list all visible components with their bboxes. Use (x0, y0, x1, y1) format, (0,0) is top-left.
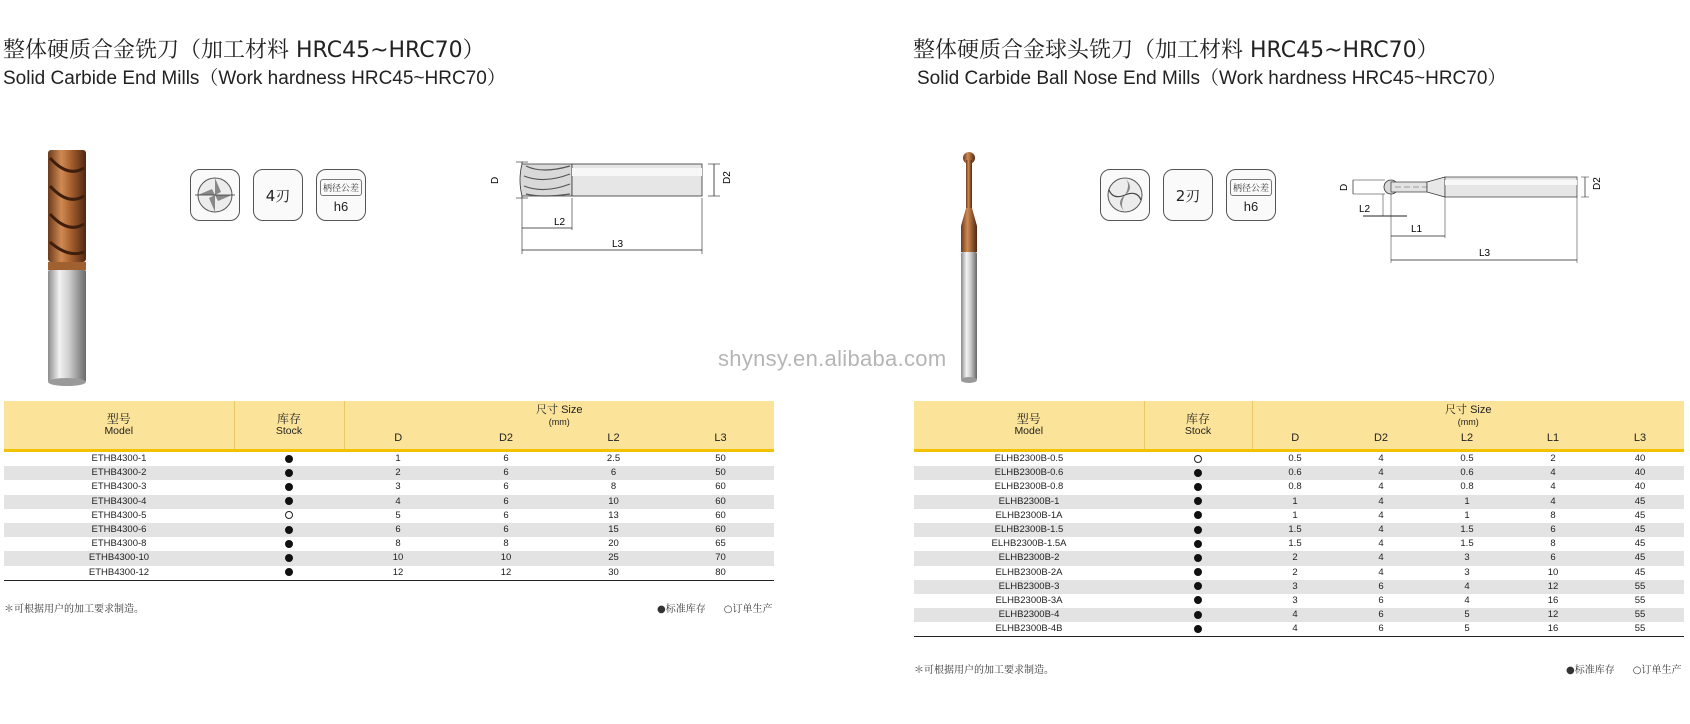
stock-cell (1144, 509, 1252, 523)
left-shank-tolerance-badge (316, 169, 366, 221)
left-technical-drawing (482, 150, 752, 260)
l1-cell: 2 (1550, 453, 1556, 465)
left-tolerance-value: h6 (333, 199, 349, 214)
l1-cell: 6 (1510, 551, 1596, 565)
right-legend (1566, 661, 1681, 676)
stock-cell (1144, 594, 1252, 608)
left-footnote: ＊可根据用户的加工要求制造。 (4, 604, 144, 615)
d2-cell: 4 (1338, 495, 1424, 509)
table-row (914, 451, 1684, 467)
stock-cell (1144, 566, 1252, 580)
in-stock-icon (1194, 540, 1202, 548)
d-cell: 10 (344, 551, 452, 565)
in-stock-icon (1194, 497, 1202, 505)
l2-cell: 1 (1424, 495, 1510, 509)
model-cell: ELHB2300B-2A (995, 566, 1063, 578)
stock-cell (1144, 608, 1252, 622)
l3-cell: 65 (715, 538, 726, 550)
l2-cell: 30 (560, 566, 667, 581)
l3-cell: 55 (1596, 622, 1684, 637)
table-row (4, 523, 774, 537)
l1-cell: 4 (1510, 495, 1596, 509)
right-title-zh: 整体硬质合金球头铣刀（加工材料 HRC45~HRC70） (913, 38, 1439, 63)
l3-cell: 45 (1596, 495, 1684, 509)
stock-cell (234, 466, 344, 480)
table-row (914, 580, 1684, 594)
d2-cell: 6 (1378, 594, 1384, 606)
right-col-l1: L1 (1510, 427, 1596, 451)
model-cell: ELHB2300B-1.5 (914, 523, 1144, 537)
stock-cell (234, 495, 344, 509)
right-legend-standard-stock: ●标准库存 (1566, 665, 1615, 676)
stock-cell (234, 523, 344, 537)
l3-cell: 40 (1634, 481, 1646, 493)
model-cell: ETHB4300-10 (4, 551, 234, 565)
model-cell: ELHB2300B-0.5 (994, 453, 1064, 465)
model-cell: ETHB4300-12 (4, 566, 234, 581)
l2-cell: 15 (560, 523, 667, 537)
left-legend-standard-stock: ●标准库存 (657, 604, 706, 615)
l2-cell: 0.8 (1460, 481, 1474, 493)
in-stock-icon (285, 455, 293, 463)
l2-cell: 20 (608, 538, 619, 550)
right-flute-count-label: 2刃 (1175, 186, 1201, 205)
d2-cell: 4 (1378, 509, 1384, 521)
d2-cell: 10 (452, 551, 560, 565)
table-row (914, 466, 1684, 480)
right-header-stock (1144, 401, 1252, 451)
left-header-model (4, 401, 234, 451)
right-header-stock-zh: 库存 (1185, 412, 1210, 426)
right-shank-tolerance-badge (1226, 169, 1276, 221)
d2-cell: 12 (452, 566, 560, 581)
left-end-view-icon (190, 169, 240, 221)
table-row (914, 566, 1684, 580)
made-to-order-icon (285, 511, 293, 519)
in-stock-icon (1194, 611, 1202, 619)
left-header-stock (234, 401, 344, 451)
l1-cell: 8 (1550, 509, 1556, 521)
right-spec-table (914, 401, 1684, 637)
l2-cell: 6 (560, 466, 667, 480)
d-cell: 6 (344, 523, 452, 537)
l2-cell: 5 (1424, 622, 1510, 637)
table-row (914, 622, 1684, 637)
model-cell: ELHB2300B-4B (914, 622, 1144, 637)
in-stock-icon (1194, 568, 1202, 576)
left-dim-d2: D2 (722, 171, 733, 184)
model-cell: ELHB2300B-0.8 (994, 481, 1064, 493)
table-row (914, 495, 1684, 509)
right-table-body (914, 451, 1684, 637)
right-dim-d2: D2 (1592, 177, 1603, 190)
model-cell: ELHB2300B-3 (914, 580, 1144, 594)
l2-cell: 2.5 (606, 453, 621, 465)
l3-cell: 60 (667, 495, 774, 509)
l2-cell: 8 (610, 481, 617, 493)
l2-cell: 4 (1464, 594, 1470, 606)
table-row (914, 551, 1684, 565)
l3-cell: 45 (1596, 551, 1684, 565)
d2-cell: 6 (1338, 580, 1424, 594)
table-row (4, 451, 774, 467)
right-dim-l2: L2 (1359, 204, 1371, 215)
right-dim-d: D (1339, 183, 1350, 191)
l2-cell: 13 (608, 509, 619, 521)
l3-cell: 70 (667, 551, 774, 565)
l3-cell: 40 (1634, 453, 1646, 465)
l1-cell: 12 (1510, 580, 1596, 594)
right-header-model-en: Model (1014, 425, 1044, 437)
l3-cell: 50 (715, 453, 726, 465)
d-cell: 1 (1252, 495, 1338, 509)
d2-cell: 8 (503, 538, 509, 550)
left-dim-d: D (490, 176, 501, 184)
right-col-l3: L3 (1596, 427, 1684, 451)
left-header-model-zh: 型号 (106, 412, 131, 426)
left-dim-l3: L3 (612, 239, 624, 250)
right-col-d: D (1252, 427, 1338, 451)
model-cell: ELHB2300B-1 (914, 495, 1144, 509)
table-row (4, 466, 774, 480)
d2-cell: 6 (503, 481, 509, 493)
in-stock-icon (1194, 483, 1202, 491)
l3-cell: 55 (1634, 594, 1646, 606)
d2-cell: 6 (503, 453, 509, 465)
d-cell: 1.5 (1252, 523, 1338, 537)
d-cell: 5 (395, 509, 401, 521)
right-dim-l3: L3 (1479, 248, 1491, 259)
l2-cell: 0.5 (1460, 453, 1474, 465)
left-col-l3: L3 (667, 427, 774, 451)
stock-cell (1144, 451, 1252, 467)
right-end-view-icon (1100, 169, 1150, 221)
d2-cell: 6 (1338, 608, 1424, 622)
left-col-d: D (344, 427, 452, 451)
d-cell: 12 (344, 566, 452, 581)
left-title-en: Solid Carbide End Mills（Work hardness HRC45~HRC70） (3, 68, 506, 89)
right-header-size (1252, 401, 1684, 427)
l3-cell: 60 (667, 523, 774, 537)
d2-cell: 4 (1378, 566, 1384, 578)
l2-cell: 1.5 (1424, 523, 1510, 537)
right-col-l2: L2 (1424, 427, 1510, 451)
d-cell: 1 (1292, 509, 1298, 521)
l3-cell: 55 (1596, 580, 1684, 594)
d-cell: 4 (344, 495, 452, 509)
left-tolerance-label: 柄径公差 (320, 179, 362, 196)
d2-cell: 4 (1378, 538, 1384, 550)
table-row (914, 608, 1684, 622)
l2-cell: 10 (560, 495, 667, 509)
stock-cell (1144, 537, 1252, 551)
d-cell: 0.5 (1288, 453, 1302, 465)
right-technical-drawing (1335, 168, 1605, 268)
stock-cell (1144, 466, 1252, 480)
table-row (4, 566, 774, 581)
l3-cell: 45 (1634, 509, 1646, 521)
model-cell: ELHB2300B-4 (914, 608, 1144, 622)
left-col-l2: L2 (560, 427, 667, 451)
model-cell: ETHB4300-4 (4, 495, 234, 509)
right-header-stock-en: Stock (1184, 425, 1212, 437)
left-header-size (344, 401, 774, 427)
model-cell: ETHB4300-3 (91, 481, 147, 493)
model-cell: ELHB2300B-2 (914, 551, 1144, 565)
l3-cell: 45 (1634, 566, 1646, 578)
model-cell: ELHB2300B-0.6 (914, 466, 1144, 480)
in-stock-icon (285, 483, 293, 491)
l3-cell: 60 (715, 481, 726, 493)
left-flute-count-badge (253, 169, 303, 221)
in-stock-icon (285, 568, 293, 576)
right-tolerance-label: 柄径公差 (1230, 179, 1272, 196)
d-cell: 0.6 (1252, 466, 1338, 480)
in-stock-icon (1194, 554, 1202, 562)
in-stock-icon (285, 469, 293, 477)
left-header-size-unit: (mm) (548, 417, 570, 427)
l2-cell: 25 (560, 551, 667, 565)
in-stock-icon (285, 540, 293, 548)
d-cell: 4 (1252, 622, 1338, 637)
d2-cell: 6 (452, 495, 560, 509)
right-header-size-unit: (mm) (1457, 417, 1479, 427)
left-header-size-label: 尺寸 Size (536, 404, 583, 416)
left-header-stock-zh: 库存 (276, 412, 301, 426)
in-stock-icon (1194, 625, 1202, 633)
stock-cell (1144, 480, 1252, 494)
ball-nose-mill-photo (955, 148, 985, 388)
stock-cell (234, 566, 344, 581)
in-stock-icon (285, 554, 293, 562)
stock-cell (234, 451, 344, 467)
model-cell: ETHB4300-2 (4, 466, 234, 480)
model-cell: ETHB4300-6 (4, 523, 234, 537)
stock-cell (234, 509, 344, 523)
right-legend-made-to-order: ○订单生产 (1632, 665, 1682, 676)
l1-cell: 8 (1550, 538, 1556, 550)
l2-cell: 3 (1424, 551, 1510, 565)
l3-cell: 55 (1596, 608, 1684, 622)
l1-cell: 6 (1510, 523, 1596, 537)
d-cell: 2 (344, 466, 452, 480)
d-cell: 2 (1252, 551, 1338, 565)
d2-cell: 4 (1378, 453, 1384, 465)
d2-cell: 4 (1378, 481, 1384, 493)
l3-cell: 40 (1596, 466, 1684, 480)
model-cell: ELHB2300B-1.5A (991, 538, 1067, 550)
stock-cell (234, 537, 344, 551)
right-tolerance-value: h6 (1243, 199, 1259, 214)
d2-cell: 6 (452, 523, 560, 537)
end-mill-photo (40, 148, 92, 390)
d2-cell: 6 (1338, 622, 1424, 637)
l3-cell: 45 (1634, 538, 1646, 550)
left-dim-l2: L2 (554, 217, 566, 228)
left-header-stock-en: Stock (275, 425, 303, 437)
left-spec-table (4, 401, 774, 581)
l1-cell: 16 (1510, 622, 1596, 637)
l2-cell: 5 (1424, 608, 1510, 622)
right-title-en: Solid Carbide Ball Nose End Mills（Work hardness HRC45~HRC70） (917, 68, 1507, 89)
stock-cell (1144, 622, 1252, 637)
model-cell: ETHB4300-5 (91, 509, 147, 521)
left-legend-made-to-order: ○订单生产 (723, 604, 773, 615)
l2-cell: 0.6 (1424, 466, 1510, 480)
watermark-text: shynsy.en.alibaba.com (718, 346, 947, 371)
right-header-size-label: 尺寸 Size (1445, 404, 1492, 416)
model-cell: ETHB4300-1 (91, 453, 147, 465)
table-row (914, 537, 1684, 551)
d-cell: 3 (1252, 580, 1338, 594)
stock-cell (234, 551, 344, 565)
made-to-order-icon (1194, 455, 1202, 463)
model-cell: ELHB2300B-1A (995, 509, 1063, 521)
l1-cell: 16 (1547, 594, 1559, 606)
d2-cell: 4 (1338, 551, 1424, 565)
left-col-d2: D2 (452, 427, 560, 451)
left-table-body (4, 451, 774, 581)
left-title-zh: 整体硬质合金铣刀（加工材料 HRC45~HRC70） (3, 38, 485, 63)
right-header-model (914, 401, 1144, 451)
l1-cell: 4 (1510, 466, 1596, 480)
in-stock-icon (1194, 511, 1202, 519)
model-cell: ETHB4300-8 (91, 538, 147, 550)
stock-cell (1144, 551, 1252, 565)
l2-cell: 4 (1424, 580, 1510, 594)
l2-cell: 1 (1464, 509, 1470, 521)
left-legend (657, 600, 772, 615)
left-flute-count-label: 4刃 (265, 186, 291, 205)
right-flute-count-badge (1163, 169, 1213, 221)
table-row (4, 480, 774, 494)
d2-cell: 4 (1338, 466, 1424, 480)
l1-cell: 10 (1547, 566, 1559, 578)
l3-cell: 80 (667, 566, 774, 581)
table-row (4, 551, 774, 565)
stock-cell (1144, 495, 1252, 509)
in-stock-icon (1194, 596, 1202, 604)
model-cell: ELHB2300B-3A (995, 594, 1063, 606)
in-stock-icon (1194, 469, 1202, 477)
l1-cell: 12 (1510, 608, 1596, 622)
table-row (4, 537, 774, 551)
l3-cell: 50 (667, 466, 774, 480)
in-stock-icon (1194, 582, 1202, 590)
l1-cell: 4 (1550, 481, 1556, 493)
stock-cell (1144, 523, 1252, 537)
l3-cell: 60 (715, 509, 726, 521)
d-cell: 0.8 (1288, 481, 1302, 493)
d-cell: 1.5 (1288, 538, 1302, 550)
in-stock-icon (285, 526, 293, 534)
l2-cell: 1.5 (1460, 538, 1474, 550)
d-cell: 1 (395, 453, 401, 465)
table-row (914, 509, 1684, 523)
table-row (914, 523, 1684, 537)
stock-cell (1144, 580, 1252, 594)
right-header-model-zh: 型号 (1016, 412, 1041, 426)
d-cell: 4 (1252, 608, 1338, 622)
stock-cell (234, 480, 344, 494)
right-footnote: ＊可根据用户的加工要求制造。 (914, 665, 1054, 676)
in-stock-icon (285, 497, 293, 505)
d2-cell: 6 (503, 509, 509, 521)
d2-cell: 6 (452, 466, 560, 480)
right-col-d2: D2 (1338, 427, 1424, 451)
d-cell: 3 (395, 481, 401, 493)
table-row (914, 594, 1684, 608)
d-cell: 3 (1292, 594, 1298, 606)
in-stock-icon (1194, 526, 1202, 534)
l3-cell: 45 (1596, 523, 1684, 537)
table-row (4, 509, 774, 523)
table-row (4, 495, 774, 509)
left-header-model-en: Model (104, 425, 134, 437)
l2-cell: 3 (1464, 566, 1470, 578)
d-cell: 2 (1292, 566, 1298, 578)
d2-cell: 4 (1338, 523, 1424, 537)
d-cell: 8 (395, 538, 401, 550)
table-row (914, 480, 1684, 494)
right-dim-l1: L1 (1411, 224, 1423, 235)
